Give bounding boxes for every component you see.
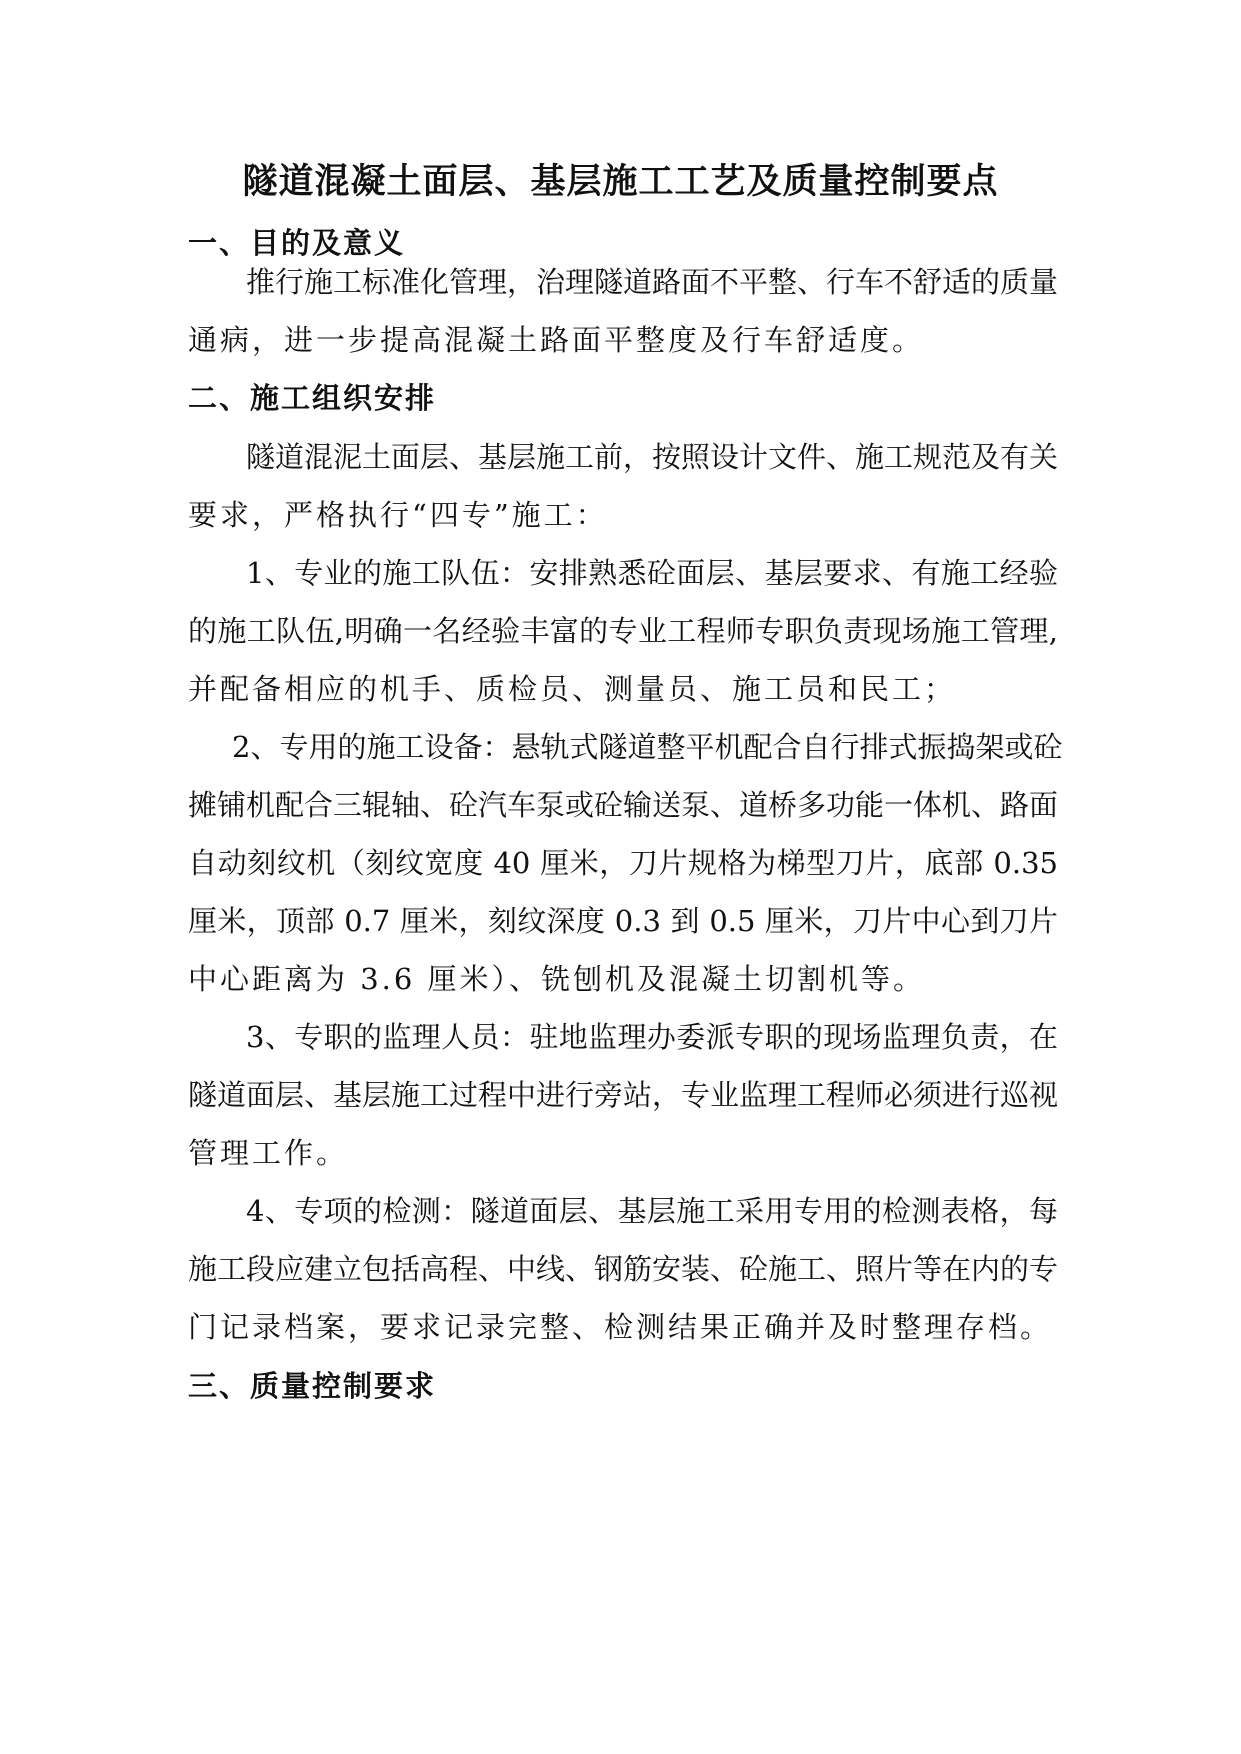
paragraph-line: 管理工作。 (188, 1136, 349, 1170)
paragraph-line: 厘米，顶部 0.7 厘米，刻纹深度 0.3 到 0.5 厘米，刀片中心到刀片 (188, 904, 1058, 938)
paragraph-line: 2、专用的施工设备：悬轨式隧道整平机配合自行排式振捣架或砼 (232, 730, 1063, 764)
document-title: 隧道混凝土面层、基层施工工艺及质量控制要点 (242, 161, 999, 202)
section-heading-purpose: 一、目的及意义 (188, 226, 406, 260)
paragraph-line: 摊铺机配合三辊轴、砼汽车泵或砼输送泵、道桥多功能一体机、路面 (188, 788, 1059, 822)
paragraph-line: 3、专职的监理人员：驻地监理办委派专职的现场监理负责，在 (246, 1020, 1058, 1054)
paragraph-line: 1、专业的施工队伍：安排熟悉砼面层、基层要求、有施工经验 (246, 556, 1058, 590)
paragraph-line: 4、专项的检测：隧道面层、基层施工采用专用的检测表格，每 (246, 1194, 1058, 1228)
paragraph-line: 推行施工标准化管理，治理隧道路面不平整、行车不舒适的质量 (246, 265, 1059, 299)
paragraph-line: 的施工队伍,明确一名经验丰富的专业工程师专职负责现场施工管理, (188, 614, 1058, 648)
paragraph-line: 施工段应建立包括高程、中线、钢筋安装、砼施工、照片等在内的专 (188, 1252, 1059, 1286)
section-heading-organization: 二、施工组织安排 (188, 381, 437, 415)
paragraph-line: 隧道面层、基层施工过程中进行旁站，专业监理工程师必须进行巡视 (188, 1078, 1059, 1112)
paragraph-line: 中心距离为 3.6 厘米）、铣刨机及混凝土切割机等。 (188, 962, 926, 996)
section-heading-quality-control: 三、质量控制要求 (188, 1369, 437, 1403)
paragraph-line: 通病，进一步提高混凝土路面平整度及行车舒适度。 (188, 323, 925, 357)
paragraph-line: 要求，严格执行“四专”施工： (188, 498, 608, 532)
paragraph-line: 并配备相应的机手、质检员、测量员、施工员和民工； (188, 672, 957, 706)
paragraph-line: 门记录档案，要求记录完整、检测结果正确并及时整理存档。 (188, 1310, 1053, 1344)
paragraph-line: 隧道混泥土面层、基层施工前，按照设计文件、施工规范及有关 (246, 440, 1059, 474)
paragraph-line: 自动刻纹机（刻纹宽度 40 厘米，刀片规格为梯型刀片，底部 0.35 (188, 846, 1058, 880)
